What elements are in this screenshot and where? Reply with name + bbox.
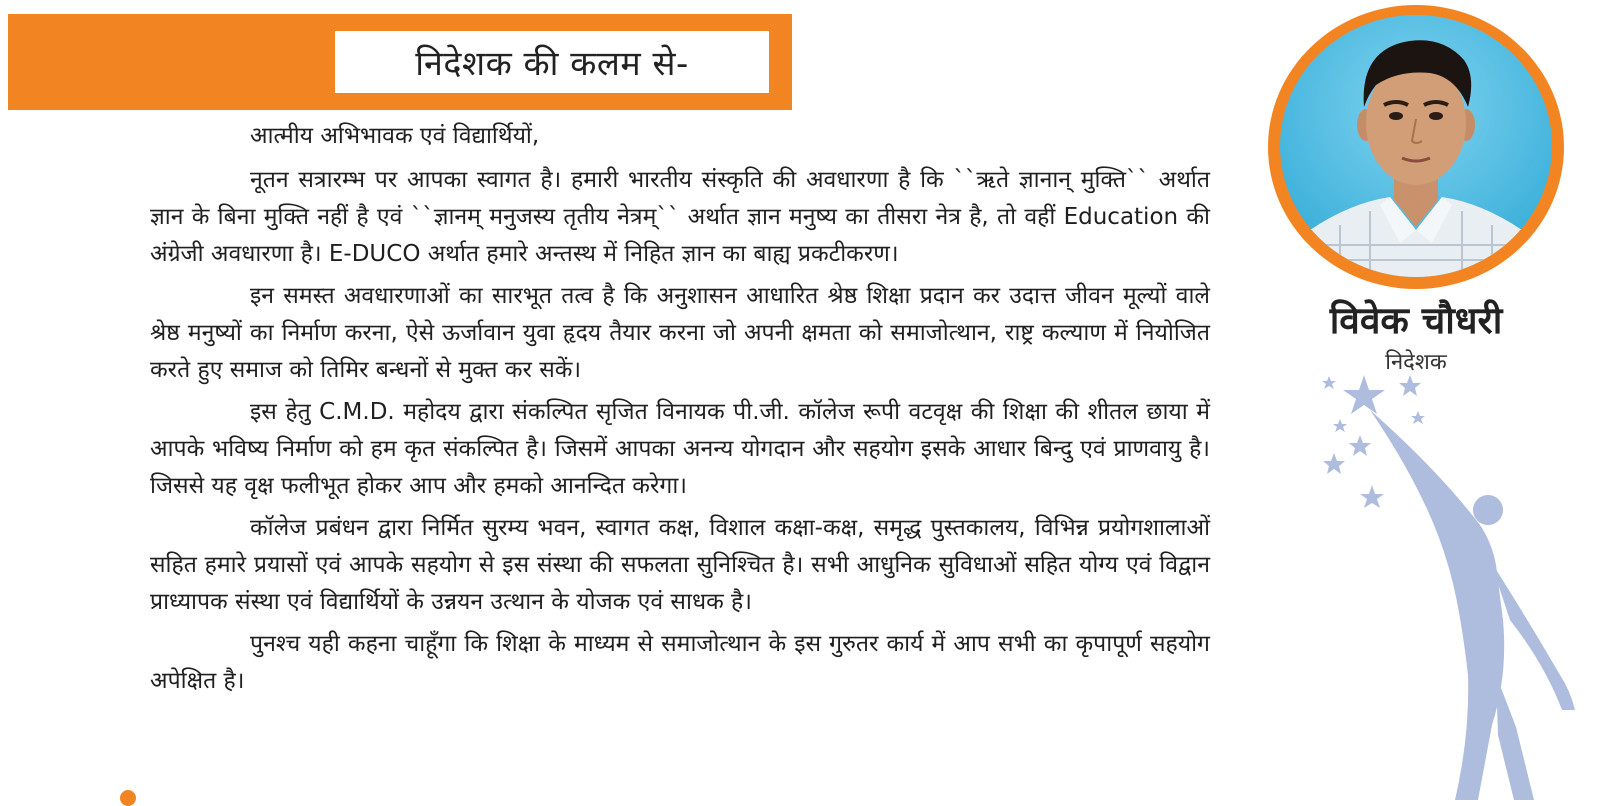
decorative-dot [120, 790, 136, 806]
header-title-box [335, 31, 769, 93]
letter-paragraph: इस हेतु C.M.D. महोदय द्वारा संकल्पित सृजित विनायक पी.जी. कॉलेज रूपी वटवृक्ष की शिक्षा की शीतल छाया में आपके भविष्य निर्माण को हम कृत संकल्पित है। जिसमें आपका अनन्य योगदान और सहयोग इसके आधार बिन्दु एवं प्राणवायु है। जिससे यह वृक्ष फलीभूत होकर आप और हमको आनन्दित करेगा। [150, 399, 1210, 499]
star-icon [1349, 435, 1371, 456]
star-icon [1360, 485, 1384, 508]
star-icon [1399, 375, 1421, 396]
star-reaching-figure [1320, 375, 1600, 800]
star-icon [1322, 376, 1336, 389]
director-letter [150, 118, 1210, 705]
star-icon [1323, 453, 1345, 474]
letter-paragraph: इन समस्त अवधारणाओं का सारभूत तत्व है कि अनुशासन आधारित श्रेष्ठ शिक्षा प्रदान कर उदात्त जीवन मूल्यों वाले श्रेष्ठ मनुष्यों का निर्माण करना, ऐसे ऊर्जावान युवा हृदय तैयार करना जो अपनी क्षमता को समाजोत्थान, राष्ट्र कल्याण में नियोजित करते हुए समाज को तिमिर बन्धनों से मुक्त कर सकें। [150, 283, 1210, 383]
letter-salutation: आत्मीय अभिभावक एवं विद्यार्थियों, [250, 123, 540, 149]
letter-paragraph: नूतन सत्रारम्भ पर आपका स्वागत है। हमारी भारतीय संस्कृति की अवधारणा है कि ``ऋते ज्ञानान् मुक्ति`` अर्थात ज्ञान के बिना मुक्ति नहीं है एवं ``ज्ञानम् मनुजस्य तृतीय नेत्रम्`` अर्थात ज्ञान मनुष्य का तीसरा नेत्र है, तो वहीं Education की अंग्रेजी अवधारणा है। E-DUCO अर्थात हमारे अन्तस्थ में निहित ज्ञान का बाह्य प्रकटीकरण। [150, 167, 1210, 267]
page-title: निदेशक की कलम से- [415, 44, 689, 84]
letter-closing: पुनश्च यही कहना चाहूँगा कि शिक्षा के माध्यम से समाजोत्थान के इस गुरुतर कार्य में आप सभी का कृपापूर्ण सहयोग अपेक्षित है। [150, 631, 1210, 694]
star-icon [1333, 419, 1347, 432]
letter-paragraph: कॉलेज प्रबंधन द्वारा निर्मित सुरम्य भवन, स्वागत कक्ष, विशाल कक्षा-कक्ष, समृद्ध पुस्तकालय, विभिन्न प्रयोगशालाओं सहित हमारे प्रयासों एवं आपके सहयोग से इस संस्था की सफलता सुनिश्चित है। सभी आधुनिक सुविधाओं सहित योग्य एवं विद्वान प्राध्यापक संस्था एवं विद्यार्थियों के उन्नयन उत्थान के योजक एवं साधक है। [150, 515, 1210, 615]
director-photo [1280, 15, 1552, 277]
director-name: विवेक चौधरी [1329, 299, 1503, 342]
star-icon [1343, 375, 1385, 414]
star-icon [1411, 411, 1425, 424]
portrait-illustration [1280, 15, 1552, 277]
director-title: निदेशक [1385, 350, 1447, 375]
